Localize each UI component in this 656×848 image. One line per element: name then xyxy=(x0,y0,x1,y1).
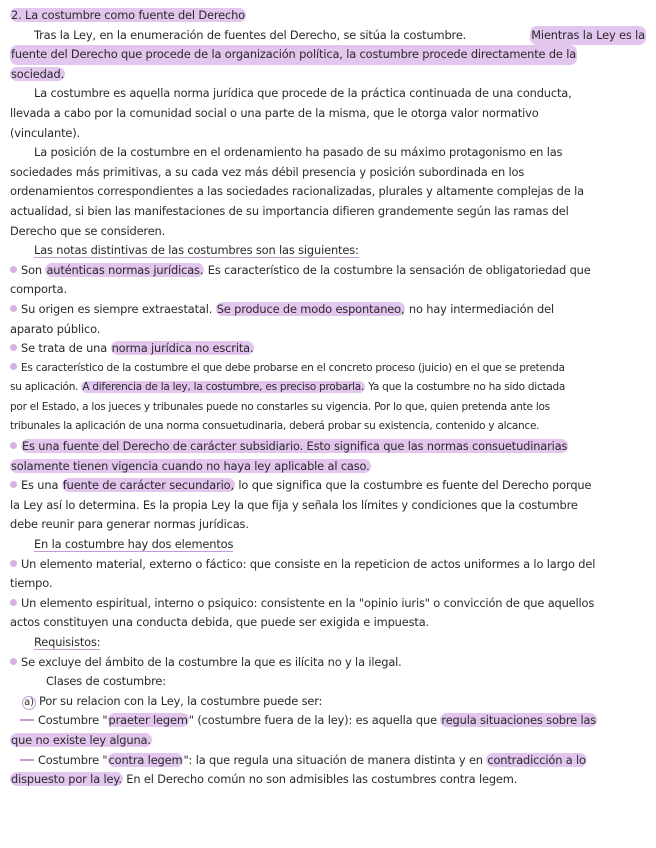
paragraph-1-line-2: fuente del Derecho que procede de la organización política, la costumbre procede directamente de la xyxy=(10,45,646,65)
bullet-1-line-2: comporta. xyxy=(10,282,67,297)
paragraph-2-line-2: llevada a cabo por la comunidad social o una parte de la misma, que le otorga valor normativo xyxy=(10,105,539,120)
costumbre-praeter-line-2: que no existe ley alguna. xyxy=(11,732,151,747)
elemento-2-line-2: actos constituyen una conducta debida, que puede ser exigida e impuesta. xyxy=(10,615,430,630)
costumbre-praeter-line-1: Costumbre "praeter legem" (costumbre fuera de la ley): es aquella que regula situaciones sobre las xyxy=(10,711,646,731)
bullet-4-line-1: Es característico de la costumbre el que debe probarse en el concreto proceso (juicio) en el que se pretenda xyxy=(10,359,646,379)
requisito-1: Se excluye del ámbito de la costumbre la que es ilícita no y la ilegal. xyxy=(10,653,646,673)
bullet-4-line-4: tribunales la aplicación de una norma consuetudinaria, deberá probar su existencia, contenido y alcance. xyxy=(10,420,540,433)
bullet-dot xyxy=(10,658,17,665)
clase-a: a) Por su relacion con la Ley, la costumbre puede ser: xyxy=(10,692,646,712)
paragraph-3-line-1: La posición de la costumbre en el ordenamiento ha pasado de su máximo protagonismo en las xyxy=(34,145,563,160)
bullet-4-line-2: su aplicación. A diferencia de la ley, la costumbre, es preciso probarla. Ya que la costumbre no ha sido dictada xyxy=(10,381,566,394)
clases-heading: Clases de costumbre: xyxy=(46,674,166,689)
elementos-heading: En la costumbre hay dos elementos xyxy=(34,537,234,552)
paragraph-2-line-3: (vinculante). xyxy=(10,125,81,140)
paragraph-3-line-4: actualidad, si bien las manifestaciones de su importancia difieren grandemente según las ramas del xyxy=(10,203,569,218)
bullet-5-line-2: solamente tienen vigencia cuando no haya ley aplicable al caso. xyxy=(11,458,370,473)
bullet-6-line-3: debe reunir para generar normas jurídicas. xyxy=(10,517,249,532)
bullet-6-line-2: la Ley así lo determina. Es la propia Ley la que fija y señala los límites y condiciones que la costumbre xyxy=(10,497,578,512)
bullet-dot xyxy=(10,599,17,606)
notas-heading: Las notas distintivas de las costumbres son las siguientes: xyxy=(34,243,359,258)
bullet-dot xyxy=(10,363,17,370)
document-page xyxy=(10,6,646,790)
paragraph-3-line-5: Derecho que se consideren. xyxy=(10,223,166,238)
item-marker-a: a) xyxy=(22,696,36,710)
bullet-2-line-2: aparato público. xyxy=(10,321,101,336)
dash-marker xyxy=(20,759,34,761)
elemento-2-line-1: Un elemento espiritual, interno o psiquico: consistente en la "opinio iuris" o convicción de que aquellos xyxy=(10,594,646,614)
bullet-dot xyxy=(10,344,17,351)
paragraph-3-line-3: ordenamientos correspondientes a las sociedades racionalizadas, plurales y altamente complejas de la xyxy=(10,184,584,199)
costumbre-contra-line-2: dispuesto por la ley. En el Derecho común no son admisibles las costumbres contra legem. xyxy=(11,772,518,787)
dash-marker xyxy=(20,719,34,721)
paragraph-2-line-1: La costumbre es aquella norma jurídica que procede de la práctica continuada de una conducta, xyxy=(34,86,572,101)
paragraph-1-line-1: Tras la Ley, en la enumeración de fuentes del Derecho, se sitúa la costumbre. Mientras la Ley es la xyxy=(10,26,646,46)
bullet-dot xyxy=(10,305,17,312)
bullet-2-line-1: Su origen es siempre extraestatal. Se produce de modo espontaneo, no hay intermediación del xyxy=(10,300,646,320)
costumbre-contra-line-1: Costumbre "contra legem": la que regula una situación de manera distinta y en contradicción a lo xyxy=(10,751,646,771)
bullet-1-line-1: Son auténticas normas jurídicas. Es característico de la costumbre la sensación de obligatoriedad que xyxy=(10,261,646,281)
section-title: 2. La costumbre como fuente del Derecho xyxy=(11,8,245,22)
paragraph-1-line-3: sociedad. xyxy=(11,66,65,81)
elemento-1-line-2: tiempo. xyxy=(10,576,53,591)
bullet-4-line-3: por el Estado, a los jueces y tribunales puede no constarles su vigencia. Por lo que, quien pretenda ante los xyxy=(10,400,550,413)
paragraph-3-line-2: sociedades más primitivas, a su cada vez más débil presencia y posición subordinada en los xyxy=(10,164,525,179)
elemento-1-line-1: Un elemento material, externo o fáctico: que consiste en la repeticion de actos uniformes a lo largo del xyxy=(10,555,646,575)
requisitos-heading: Requisistos: xyxy=(34,635,101,649)
bullet-dot xyxy=(10,442,17,449)
bullet-6-line-1: Es una fuente de carácter secundario, lo que significa que la costumbre es fuente del Derecho porque xyxy=(10,476,646,496)
bullet-dot xyxy=(10,481,17,488)
bullet-dot xyxy=(10,266,17,273)
bullet-dot xyxy=(10,560,17,567)
bullet-3: Se trata de una norma jurídica no escrita. xyxy=(10,339,646,359)
bullet-5-line-1: Es una fuente del Derecho de carácter subsidiario. Esto significa que las normas consuetudinarias xyxy=(10,437,646,457)
